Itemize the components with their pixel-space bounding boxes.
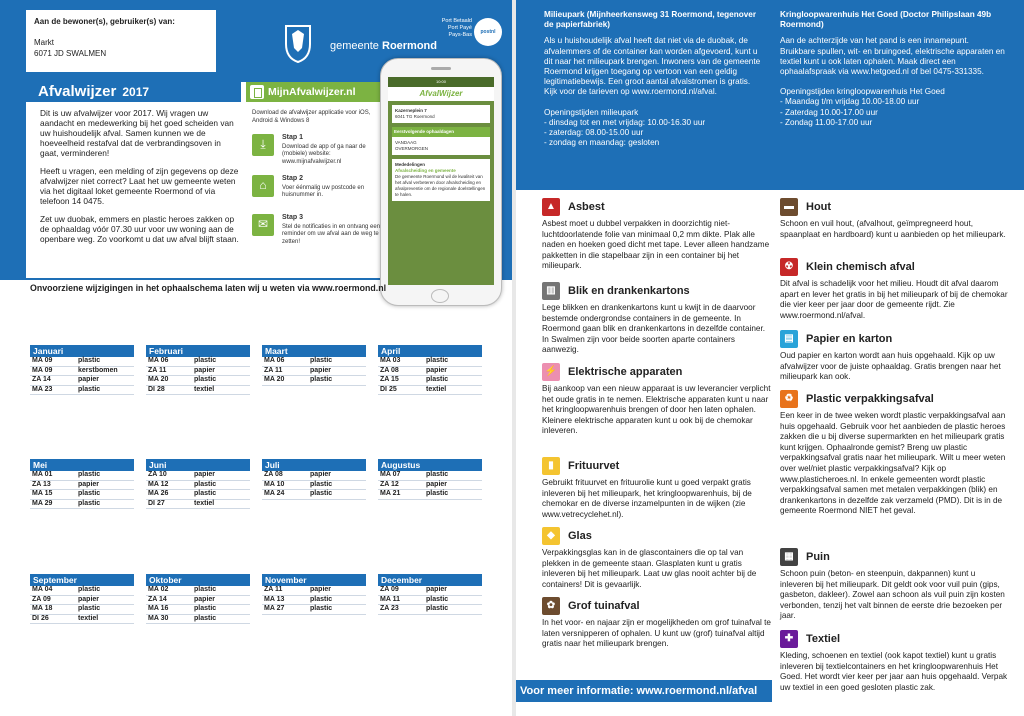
category-text: Kleding, schoenen en textiel (ook kapot textiel) kunt u gratis inleveren bij textielcontainers en het kringloopwarenhuis Het Goed. Het wordt vier keer per jaar aan huis opgehaald. Verpak uw textiel in een goed gesloten plastic zak. — [780, 651, 1008, 692]
category-title: Grof tuinafval — [568, 599, 640, 612]
phone-address-card: Kazerneplein 7 6041 TG Roermond — [392, 105, 490, 123]
collection-row: MA 02 plastic — [146, 586, 250, 596]
collection-row: DI 26 textiel — [30, 615, 134, 625]
crest-icon — [280, 22, 316, 64]
collection-row: MA 11 plastic — [378, 596, 482, 606]
month-maart — [262, 345, 366, 386]
phone-screen — [388, 77, 494, 285]
month-december — [378, 574, 482, 615]
address-street: Markt — [34, 38, 54, 47]
phone-app-title: AfvalWijzer — [388, 87, 494, 101]
collection-row: ZA 12 papier — [378, 481, 482, 491]
collection-row: MA 01 plastic — [30, 471, 134, 481]
collection-row: ZA 23 plastic — [378, 605, 482, 615]
collection-row: MA 18 plastic — [30, 605, 134, 615]
collection-row: MA 04 plastic — [30, 586, 134, 596]
address-header: Aan de bewoner(s), gebruiker(s) van: — [34, 17, 175, 26]
rubble-icon: ▦ — [780, 548, 798, 566]
month-september — [30, 574, 134, 624]
branch-icon: ✿ — [542, 597, 560, 615]
month-header: April — [378, 345, 482, 357]
category-textiel — [780, 630, 1010, 693]
footer-banner: Voor meer informatie: www.roermond.nl/afval — [516, 680, 772, 702]
month-februari — [146, 345, 250, 395]
month-header: Februari — [146, 345, 250, 357]
milieupark-info: Milieupark (Mijnheerkensweg 31 Roermond, tegenover de papierfabriek) Als u huishoudelijk afval heeft dat niet via de duobak, de afvalemmers of de container kan worden afgevoerd, kunt u dit naar het milieupark brengen. Inwoners van de gemeente Roermond krijgen toegang op vertoon van een geldig legitimatiebewijs. Een groot aantal afvalstromen is gratis. Kijk voor de tarieven op www.roermond.nl/afval. Openingstijden milieupark - dinsdag tot en met vrijdag: 10.00-16.30 uur - zaterdag: 08.00-15.00 uur - zondag en maandag: gesloten — [544, 10, 764, 148]
right-page — [516, 0, 1024, 716]
category-text: In het voor- en najaar zijn er mogelijkheden om grof tuinafval te laten versnipperen of ophalen. U kunt uw (grof) tuinafval altijd gratis naar het milieupark brengen. — [542, 618, 771, 649]
shirt-icon: ✚ — [780, 630, 798, 648]
category-title: Glas — [568, 529, 592, 542]
category-blik-en-drankenkartons — [542, 282, 772, 356]
category-title: Hout — [806, 200, 832, 213]
category-text: Oud papier en karton wordt aan huis opgehaald. Kijk op uw afvalwijzer voor de juiste ophaaldag. Gratis brengen naar het milieupark kan ook. — [780, 351, 1001, 382]
collection-row: MA 21 plastic — [378, 490, 482, 500]
collection-row: MA 20 plastic — [146, 376, 250, 386]
address-block — [26, 10, 216, 72]
kringloop-info: Kringloopwarenhuis Het Goed (Doctor Philipslaan 49b Roermond) Aan de achterzijde van het pand is een innamepunt. Bruikbare spullen, wit- en bruingoed, elektrische apparaten en textiel kunt u ook laten ophalen. Maak direct een ophaalafspraak via www.hetgoed.nl of bel 0475-331335. Openingstijden kringloopwarenhuis Het Goed - Maandag t/m vrijdag 10.00-18.00 uur - Zaterdag 10.00-17.00 uur - Zondag 11.00-17.00 uur — [780, 10, 1006, 128]
collection-row: DI 27 textiel — [146, 500, 250, 510]
asbestos-icon: ▲ — [542, 198, 560, 216]
collection-row: ZA 15 plastic — [378, 376, 482, 386]
collection-row: MA 23 plastic — [30, 386, 134, 396]
category-text: Asbest moet u dubbel verpakken in doorzichtig niet-luchtdoorlatende folie van minimaal 0,2 mm dikte. Plak alle naden en hoeken goed dicht met tape. Lever alleen handzame pakketten in die stapelbaar zijn in een container bij het milieupark. — [542, 219, 770, 271]
app-intro: Download de afvalwijzer applicatie voor iOS, Android & Windows 8 — [252, 110, 371, 124]
category-title: Papier en karton — [806, 332, 893, 345]
step-2: ⌂ Stap 2 Voer éénmalig uw postcode en huisnummer in. — [252, 175, 382, 205]
collection-row: MA 16 plastic — [146, 605, 250, 615]
month-header: November — [262, 574, 366, 586]
chat-icon: ✉ — [252, 214, 274, 236]
phone-home-button — [431, 289, 449, 303]
collection-row: MA 10 plastic — [262, 481, 366, 491]
step-1: ⤓ Stap 1 Download de app of ga naar de (mobiele) website: www.mijnafvalwijzer.nl — [252, 134, 382, 166]
phone-pickup-card: Eerstvolgende ophaaldagen VANDAAG OVERMORGEN — [392, 127, 490, 155]
collection-row: MA 15 plastic — [30, 490, 134, 500]
category-text: Dit afval is schadelijk voor het milieu. Houdt dit afval daarom apart en lever het gratis in bij het milieupark of bij de chemokar die vier keer per jaar door de gemeente rijdt. Zie www.roermond.nl/afval. — [780, 279, 1008, 320]
phone-icon — [250, 85, 264, 99]
phone-mockup — [380, 58, 502, 306]
collection-row: MA 13 plastic — [262, 596, 366, 606]
category-text: Verpakkingsglas kan in de glascontainers die op tal van plekken in de gemeente staan. Glasplaten kunt u gratis inleveren bij het milieupark. Laat uw glas nooit achter bij de containers! Dit is gevaarlijk. — [542, 548, 757, 589]
category-plastic-verpakkingsafval — [780, 390, 1010, 517]
category-title: Plastic verpakkingsafval — [806, 392, 934, 405]
category-papier-en-karton — [780, 330, 1010, 383]
category-title: Klein chemisch afval — [806, 260, 915, 273]
collection-row: MA 07 plastic — [378, 471, 482, 481]
collection-row: MA 20 plastic — [262, 376, 366, 386]
month-header: Maart — [262, 345, 366, 357]
category-text: Bij aankoop van een nieuw apparaat is uw leverancier verplicht het oude gratis in te nemen. Elektrische apparaten kunt u naar het kringloopwarenhuis brengen of door hen laten ophalen. Kleinere elektrische apparaten kunt u ook bij de chemokar inleveren. — [542, 384, 771, 436]
collection-row: ZA 09 papier — [378, 586, 482, 596]
phone-status-bar: 10:00 — [388, 77, 494, 87]
month-header: Juli — [262, 459, 366, 471]
month-november — [262, 574, 366, 615]
month-header: Oktober — [146, 574, 250, 586]
postage-text: Port Betaald Port Payé Pays-Bas — [441, 18, 472, 38]
postnl-logo: postnl — [474, 18, 502, 46]
category-text: Schoon puin (beton- en steenpuin, dakpannen) kunt u inleveren bij het milieupark. Dit geldt ook voor vuil puin (gips, gasbeton, dakleer). Zowel aan schoon als vuil puin zijn kosten verbonden, tenzij het valt binnen de eerste drie bezoeken per jaar. — [780, 569, 1005, 621]
collection-row: MA 06 plastic — [262, 357, 366, 367]
wood-icon: ▬ — [780, 198, 798, 216]
collection-row: ZA 08 papier — [378, 367, 482, 377]
collection-row: DI 28 textiel — [146, 386, 250, 396]
collection-row: ZA 11 papier — [146, 367, 250, 377]
collection-row: ZA 10 papier — [146, 471, 250, 481]
collection-row: MA 27 plastic — [262, 605, 366, 615]
category-grof-tuinafval — [542, 597, 772, 650]
month-augustus — [378, 459, 482, 500]
plug-icon: ⚡ — [542, 363, 560, 381]
collection-row: ZA 14 papier — [30, 376, 134, 386]
category-glas — [542, 527, 772, 590]
category-frituurvet — [542, 457, 772, 520]
category-title: Puin — [806, 550, 830, 563]
category-title: Blik en drankenkartons — [568, 284, 690, 297]
home-icon: ⌂ — [252, 175, 274, 197]
schedule-notice: Onvoorziene wijzigingen in het ophaalschema laten wij u weten via www.roermond.nl — [30, 283, 387, 293]
collection-row: MA 12 plastic — [146, 481, 250, 491]
collection-row: ZA 13 papier — [30, 481, 134, 491]
collection-row: MA 29 plastic — [30, 500, 134, 510]
category-klein-chemisch-afval — [780, 258, 1010, 321]
category-text: Een keer in de twee weken wordt plastic verpakkingsafval aan huis opgehaald. Gebruik voor het aanbieden de plastic heroes zakken die u bij diverse supermarkten en het milieupark gratis kunt krijgen. Ophaalronde gemist? Breng uw plastic verpakkingsafval gratis naar het milieupark. Wilt u meer weten over wel/niet plastic verpakkingsafval? Kijk op www.plasticheroes.nl. In enkele gemeenten wordt plastic verpakkingsafval samen met metalen verpakkingen (blik) en drankenkartons in dezelfde zak verzameld (PMD). Dit is in de gemeente Roermond NIET het geval. — [780, 411, 1006, 516]
chemical-icon: ☢ — [780, 258, 798, 276]
category-asbest — [542, 198, 772, 272]
category-text: Lege blikken en drankenkartons kunt u kwijt in de daarvoor bestemde ondergrondse containers in de gemeente. In Roermond gaan blik en drankenkartons in dezelfde container. In Swalmen zijn voor beide soorten aparte containers aanwezig. — [542, 303, 766, 355]
collection-row: ZA 08 papier — [262, 471, 366, 481]
category-puin — [780, 548, 1010, 622]
collection-row: MA 03 plastic — [378, 357, 482, 367]
phone-speaker — [431, 67, 451, 70]
collection-row: ZA 11 papier — [262, 586, 366, 596]
month-juni — [146, 459, 250, 509]
month-header: Augustus — [378, 459, 482, 471]
page-title: Afvalwijzer 2017 — [26, 82, 241, 102]
month-juli — [262, 459, 366, 500]
category-text: Gebruikt frituurvet en frituurolie kunt u goed verpakt gratis inleveren bij het milieupark, het kringloopwarenhuis, bij de chemokar en de diverse inzamelpunten in de wijken (zie www.vetrecyclehet.nl). — [542, 478, 752, 519]
collection-row: MA 09 plastic — [30, 357, 134, 367]
month-header: Januari — [30, 345, 134, 357]
step-3: ✉ Stap 3 Stel de notificaties in en ontvang een reminder om uw afval aan de weg te zetten! — [252, 214, 382, 246]
category-title: Textiel — [806, 632, 841, 645]
collection-row: ZA 14 papier — [146, 596, 250, 606]
category-elektrische-apparaten — [542, 363, 772, 437]
month-header: Mei — [30, 459, 134, 471]
bottle-icon: ◆ — [542, 527, 560, 545]
category-title: Frituurvet — [568, 459, 620, 472]
address-city: 6071 JD SWALMEN — [34, 49, 107, 58]
intro-text: Dit is uw afvalwijzer voor 2017. Wij vragen uw aandacht en medewerking bij het goed scheiden van uw huishoudelijk afval. Samen kunnen we de hoeveelheid restafval dat de verbrandingsoven in gaat, verminderen! Heeft u vragen, een melding of zijn gegevens op deze afvalwijzer niet correct? Laat het uw gemeente weten via het digitaal loket gemeente Roermond of via telefoon 14 0475. Zet uw duobak, emmers en plastic heroes zakken op de ophaaldag vóór 07.30 uur voor uw woning aan de openbare weg. Zo voorkomt u dat uw afval blijft staan. — [40, 108, 239, 244]
month-januari — [30, 345, 134, 395]
municipality-name: gemeente Roermond — [330, 40, 437, 52]
collection-row: DI 25 textiel — [378, 386, 482, 396]
collection-row: MA 24 plastic — [262, 490, 366, 500]
oil-icon: ▮ — [542, 457, 560, 475]
paper-icon: ▤ — [780, 330, 798, 348]
collection-row: MA 09 kerstbomen — [30, 367, 134, 377]
month-header: Juni — [146, 459, 250, 471]
month-april — [378, 345, 482, 395]
download-icon: ⤓ — [252, 134, 274, 156]
plastic-icon: ♻ — [780, 390, 798, 408]
category-title: Asbest — [568, 200, 605, 213]
month-header: December — [378, 574, 482, 586]
month-mei — [30, 459, 134, 509]
app-steps — [252, 110, 382, 246]
category-title: Elektrische apparaten — [568, 365, 683, 378]
app-banner: MijnAfvalwijzer.nl — [246, 82, 386, 102]
collection-row: MA 30 plastic — [146, 615, 250, 625]
month-header: September — [30, 574, 134, 586]
collection-row: ZA 09 papier — [30, 596, 134, 606]
collection-row: ZA 11 papier — [262, 367, 366, 377]
category-hout — [780, 198, 1010, 240]
phone-news-card: Mededelingen Afvalscheiding en gemeente De gemeente Roermond wil de kwaliteit van het afval verbeteren door afvalscheiding en afvalpreventie om de regionale doelstellingen te halen. — [392, 159, 490, 201]
can-icon: ▥ — [542, 282, 560, 300]
collection-row: MA 06 plastic — [146, 357, 250, 367]
month-oktober — [146, 574, 250, 624]
collection-row: MA 26 plastic — [146, 490, 250, 500]
locations-band — [516, 0, 1024, 190]
category-text: Schoon en vuil hout, (afvalhout, geïmpregneerd hout, spaanplaat en hardboard) kunt u aanbieden op het milieupark. — [780, 219, 1006, 239]
